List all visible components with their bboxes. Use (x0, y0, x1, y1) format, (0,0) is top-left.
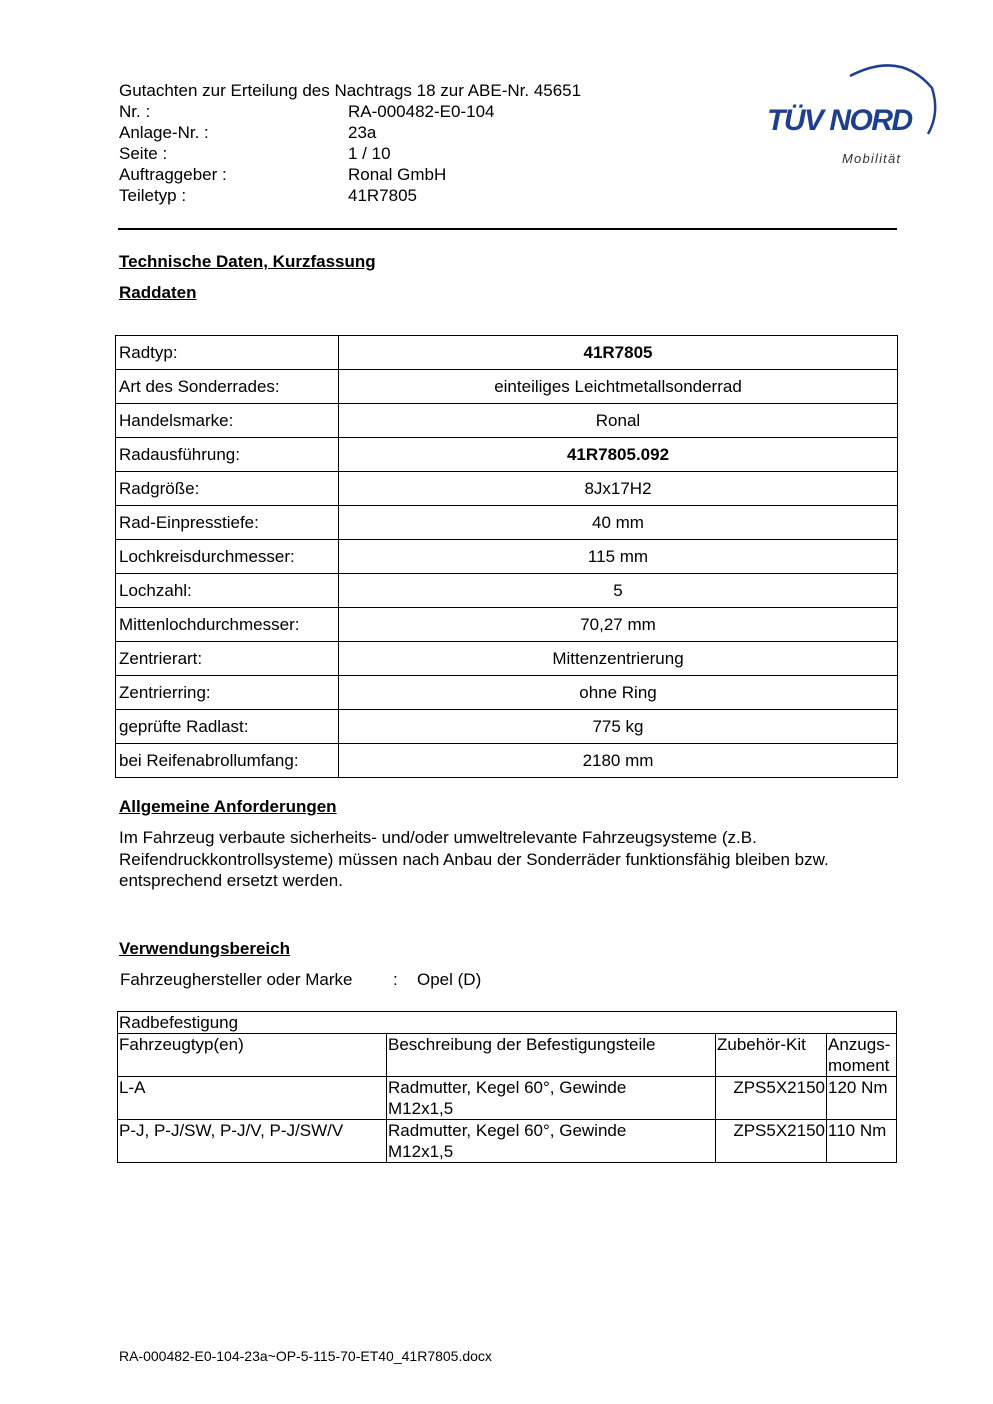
report-title-text: Gutachten zur Erteilung des Nachtrags 18 zur ABE-Nr. 45651 (119, 81, 582, 100)
manufacturer-value: Opel (D) (417, 970, 482, 989)
table-row (116, 336, 898, 370)
column-header: Zubehör-Kit (716, 1034, 827, 1077)
header-key: Auftraggeber : (119, 165, 227, 184)
table-caption: Radbefestigung (118, 1012, 897, 1034)
table-cell: ZPS5X2150 (716, 1120, 827, 1163)
spec-value: 41R7805.092 (339, 438, 898, 472)
paragraph-line: entsprechend ersetzt werden. (119, 871, 343, 890)
spec-label: Zentrierring: (116, 676, 339, 710)
logo-brand: TÜV NORD (767, 104, 912, 137)
spec-value: ohne Ring (339, 676, 898, 710)
table-caption-row (118, 1012, 897, 1034)
spec-value: 775 kg (339, 710, 898, 744)
column-header: Fahrzeugtyp(en) (118, 1034, 387, 1077)
section-title-raddaten: Raddaten (119, 283, 197, 302)
spec-value: einteiliges Leichtmetallsonderrad (339, 370, 898, 404)
table-row (118, 1077, 897, 1120)
header-key: Seite : (119, 144, 168, 163)
requirements-paragraph (119, 827, 919, 892)
table-row (116, 642, 898, 676)
spec-label: Radtyp: (116, 336, 339, 370)
section-title-tech: Technische Daten, Kurzfassung (119, 252, 376, 271)
table-cell: Radmutter, Kegel 60°, Gewinde M12x1,5 (387, 1120, 716, 1163)
table-row (116, 404, 898, 438)
table-row (116, 506, 898, 540)
spec-label: Handelsmarke: (116, 404, 339, 438)
header-value: 23a (348, 123, 377, 142)
table-row (116, 676, 898, 710)
table-cell: 110 Nm (827, 1120, 897, 1163)
header-key: Teiletyp : (119, 186, 187, 205)
spec-value: Ronal (339, 404, 898, 438)
header-key: Anlage-Nr. : (119, 123, 209, 142)
spec-label: Zentrierart: (116, 642, 339, 676)
manufacturer-label: Fahrzeughersteller oder Marke (120, 970, 353, 989)
header-value: RA-000482-E0-104 (348, 102, 495, 121)
spec-label: Lochzahl: (116, 574, 339, 608)
table-row (116, 438, 898, 472)
header-value: 1 / 10 (348, 144, 391, 163)
spec-value: 41R7805 (339, 336, 898, 370)
spec-value: 115 mm (339, 540, 898, 574)
spec-label: geprüfte Radlast: (116, 710, 339, 744)
header-value: 41R7805 (348, 186, 418, 205)
table-header-row (118, 1034, 897, 1077)
table-cell: Radmutter, Kegel 60°, Gewinde M12x1,5 (387, 1077, 716, 1120)
table-row (116, 472, 898, 506)
spec-value: 70,27 mm (339, 608, 898, 642)
column-header: Anzugs- moment (827, 1034, 897, 1077)
spec-label: bei Reifenabrollumfang: (116, 744, 339, 778)
table-row (116, 540, 898, 574)
section-title-allgemein: Allgemeine Anforderungen (119, 797, 337, 816)
spec-value: 2180 mm (339, 744, 898, 778)
header-value: Ronal GmbH (348, 165, 447, 184)
spec-value: Mittenzentrierung (339, 642, 898, 676)
report-title (119, 80, 581, 101)
table-cell: P-J, P-J/SW, P-J/V, P-J/SW/V (118, 1120, 387, 1163)
table-cell: 120 Nm (827, 1077, 897, 1120)
spec-value: 40 mm (339, 506, 898, 540)
spec-value: 8Jx17H2 (339, 472, 898, 506)
table-cell: L-A (118, 1077, 387, 1120)
table-row (116, 744, 898, 778)
spec-label: Rad-Einpresstiefe: (116, 506, 339, 540)
table-row (116, 574, 898, 608)
paragraph-line: Im Fahrzeug verbaute sicherheits- und/oder umweltrelevante Fahrzeugsysteme (z.B. (119, 828, 757, 847)
table-row (118, 1120, 897, 1163)
wheel-fixing-table (117, 1011, 897, 1163)
table-row (116, 370, 898, 404)
column-header: Beschreibung der Befestigungsteile (387, 1034, 716, 1077)
spec-label: Radgröße: (116, 472, 339, 506)
spec-label: Lochkreisdurchmesser: (116, 540, 339, 574)
header-key: Nr. : (119, 102, 151, 121)
footer-filename: RA-000482-E0-104-23a~OP-5-115-70-ET40_41R7805.docx (119, 1348, 492, 1364)
table-cell: ZPS5X2150 (716, 1077, 827, 1120)
wheel-spec-table (115, 335, 898, 778)
section-title-verwendung: Verwendungsbereich (119, 939, 290, 958)
paragraph-line: Reifendruckkontrollsysteme) müssen nach Anbau der Sonderräder funktionsfähig bleiben bzw. (119, 849, 829, 869)
spec-label: Radausführung: (116, 438, 339, 472)
table-row (116, 608, 898, 642)
header-divider (118, 228, 897, 230)
spec-label: Mittenlochdurchmesser: (116, 608, 339, 642)
table-row (116, 710, 898, 744)
logo-subtitle: Mobilität (842, 151, 902, 166)
spec-label: Art des Sonderrades: (116, 370, 339, 404)
spec-value: 5 (339, 574, 898, 608)
manufacturer-separator: : (393, 970, 398, 989)
